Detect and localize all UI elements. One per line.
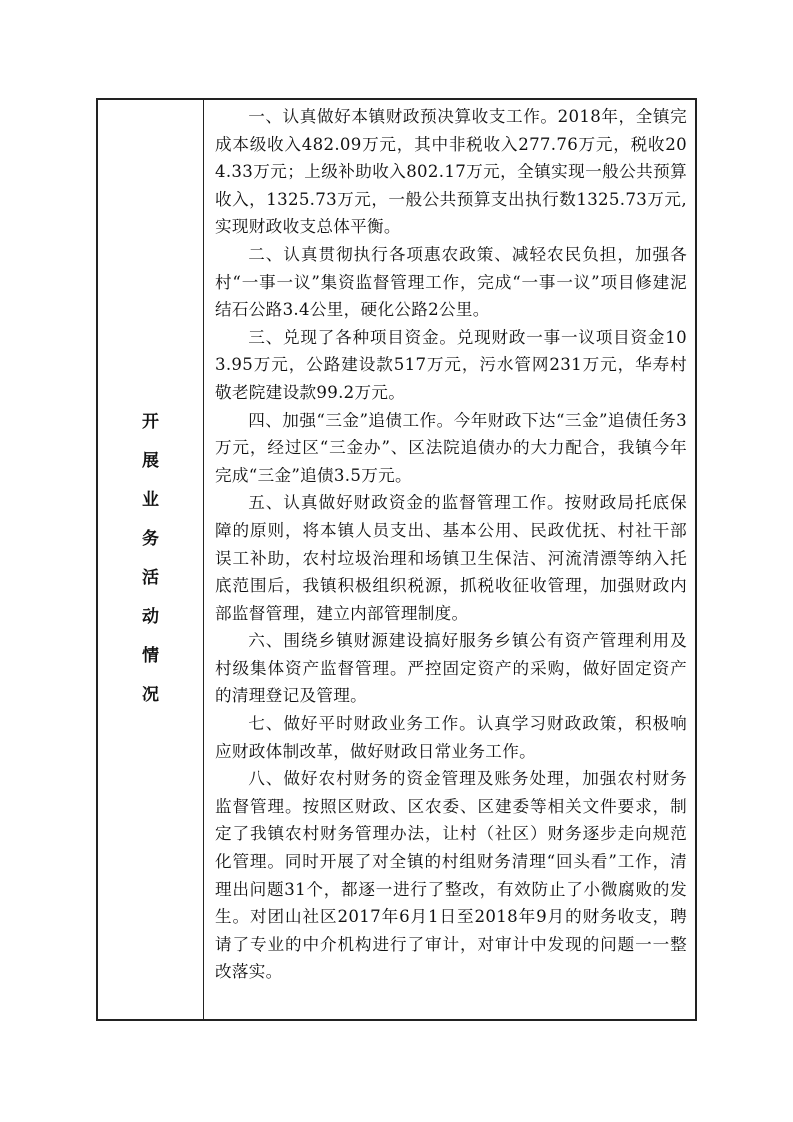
paragraph-debt-recovery: 四、加强“三金”追债工作。今年财政下达“三金”追债任务3万元，经过区“三金办”、区法院追债办的大力配合，我镇今年完成“三金”追债3.5万元。: [215, 410, 687, 485]
label-char: 活: [142, 568, 159, 588]
label-cell: [98, 100, 204, 1019]
label-char: 动: [142, 607, 159, 627]
label-char: 务: [142, 529, 159, 549]
paragraph-fund-supervision: 五、认真做好财政资金的监督管理工作。按财政局托底保障的原则，将本镇人员支出、基本公用、民政优抚、村社干部误工补助，农村垃圾治理和场镇卫生保洁、河流清漂等纳入托底范围后，我镇积极组织税源，抓税收征收管理，加强财政内部监督管理，建立内部管理制度。: [215, 493, 687, 623]
paragraph-asset-management: 六、围绕乡镇财源建设搞好服务乡镇公有资产管理利用及村级集体资产监督管理。严控固定资产的采购，做好固定资产的清理登记及管理。: [215, 631, 687, 706]
paragraph-rural-finance: 八、做好农村财务的资金管理及账务处理，加强农村财务监督管理。按照区财政、区农委、区建委等相关文件要求，制定了我镇农村财务管理办法，让村（社区）财务逐步走向规范化管理。同时开展了对全镇的村组财务清理“回头看”工作，清理出问题31个，都逐一进行了整改，有效防止了小微腐败的发生。对团山社区2017年6月1日至2018年9月的财务收支，聘请了专业的中介机构进行了审计，对审计中发现的问题一一整改落实。: [215, 769, 687, 982]
label-char: 情: [142, 646, 159, 666]
paragraph-daily-work: 七、做好平时财政业务工作。认真学习财政政策，积极响应财政体制改革，做好财政日常业务工作。: [215, 714, 687, 761]
paragraph-project-funds: 三、兑现了各种项目资金。兑现财政一事一议项目资金103.95万元，公路建设款517万元，污水管网231万元，华寿村敬老院建设款99.2万元。: [215, 327, 687, 402]
report-table: [96, 98, 697, 1021]
label-char: 开: [142, 412, 159, 432]
label-text: [98, 100, 203, 1019]
content-cell: [204, 100, 695, 1019]
label-char: 业: [142, 490, 159, 510]
label-char: 况: [142, 685, 159, 705]
paragraph-farmer-policy: 二、认真贯彻执行各项惠农政策、减轻农民负担，加强各村“一事一议”集资监督管理工作，完成“一事一议”项目修建泥结石公路3.4公里，硬化公路2公里。: [215, 244, 687, 320]
paragraph-budget: 一、认真做好本镇财政预决算收支工作。2018年，全镇完成本级收入482.09万元，其中非税收入277.76万元，税收204.33万元；上级补助收入802.17万元，全镇实现一般公共预算收入，1325.73万元，一般公共预算支出执行数1325.73万元,实现财政收支总体平衡。: [215, 107, 687, 237]
label-char: 展: [142, 451, 159, 471]
